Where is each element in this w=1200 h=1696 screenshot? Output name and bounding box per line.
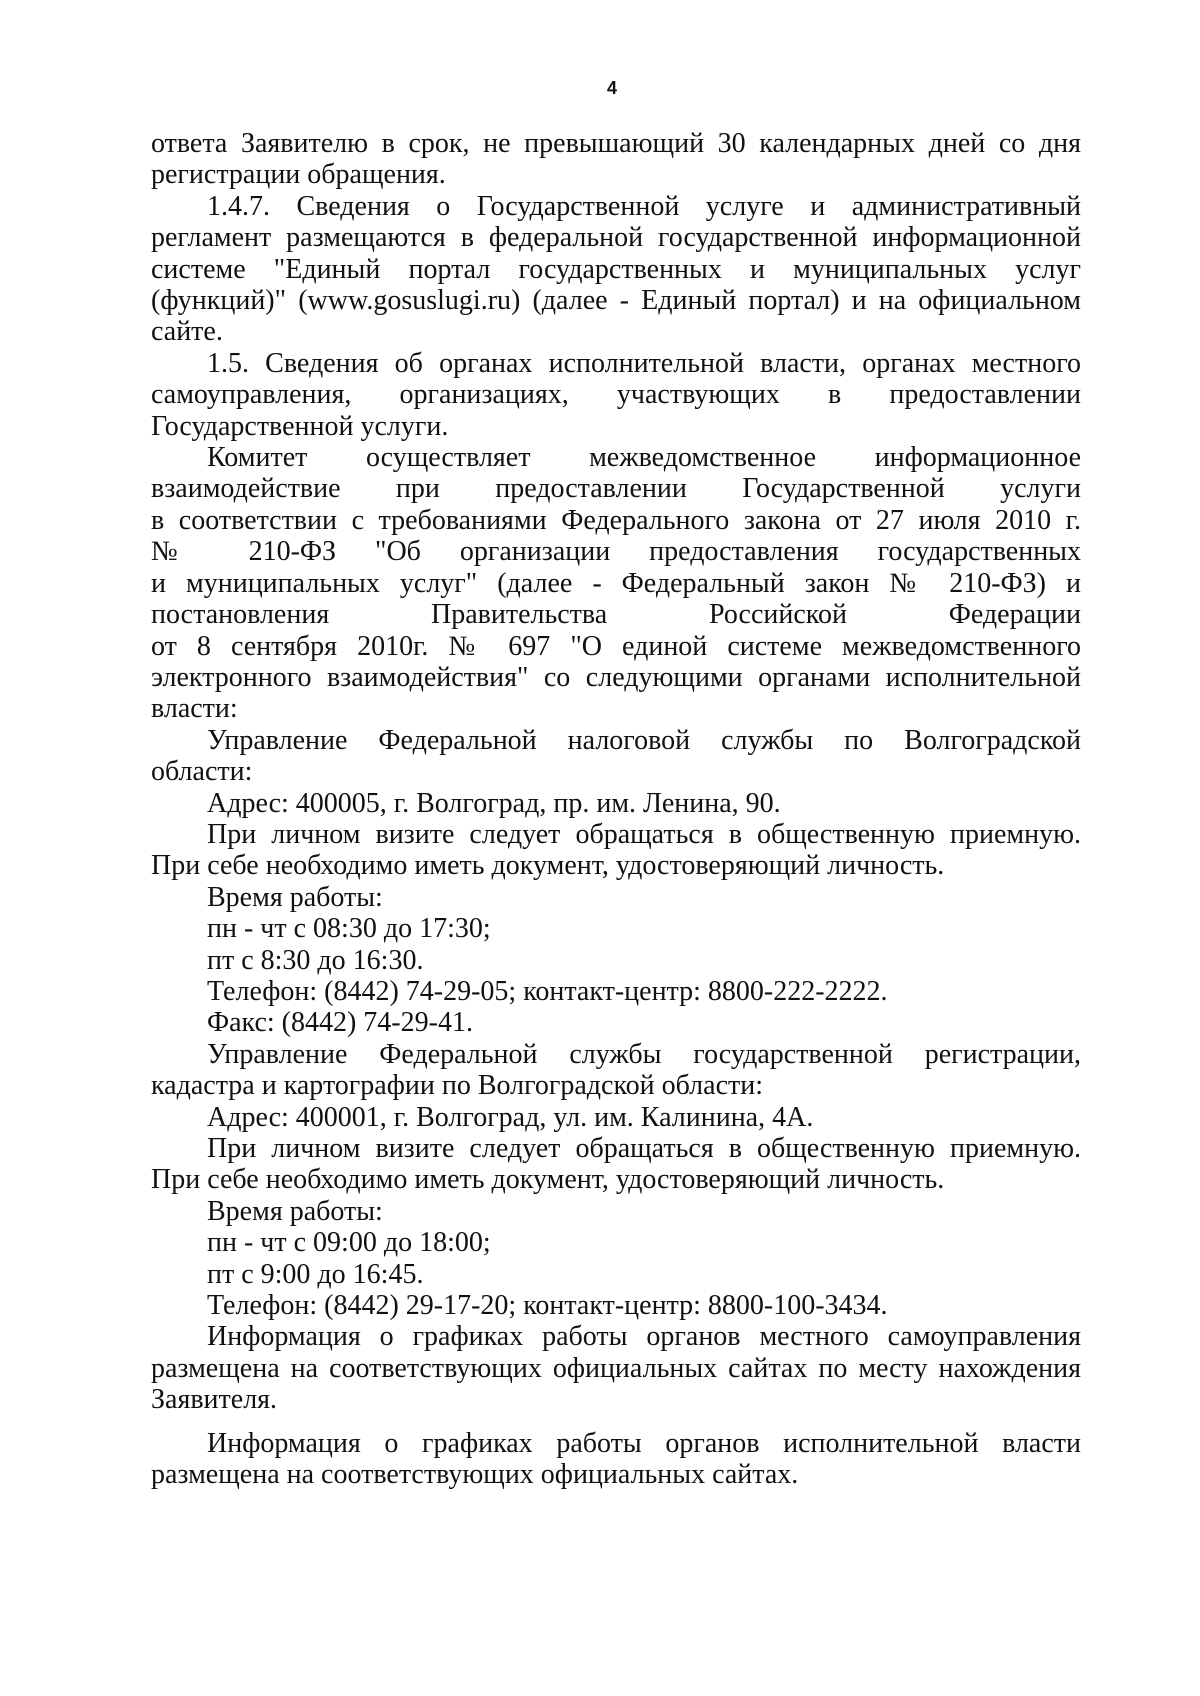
paragraph-rosreestr-hours-mon-thu xyxy=(151,1227,1081,1258)
paragraph-tax-fax xyxy=(151,1007,1081,1038)
text-line: пт с 9:00 до 16:45. xyxy=(207,1258,424,1290)
paragraph-tax-hours-title xyxy=(151,882,1081,913)
paragraph-executive-info xyxy=(151,1428,1081,1491)
text-line: Адрес: 400001, г. Волгоград, ул. им. Калинина, 4А. xyxy=(207,1101,814,1133)
text-line: кадастра и картографии по Волгоградской области: xyxy=(151,1070,764,1102)
text-line: (функций)" (www.gosuslugi.ru) (далее - Единый портал) и на официальном xyxy=(151,285,1081,317)
text-line: Время работы: xyxy=(207,1195,383,1227)
paragraph-tax-service xyxy=(151,725,1081,788)
text-line: 1.5. Сведения об органах исполнительной власти, органах местного xyxy=(207,347,1081,379)
paragraph-rosreestr-phone xyxy=(151,1290,1081,1321)
text-line: Управление Федеральной службы государственной регистрации, xyxy=(207,1038,1081,1070)
text-line: Управление Федеральной налоговой службы по Волгоградской xyxy=(207,724,1081,756)
paragraph-tax-phone xyxy=(151,976,1081,1007)
text-line: от 8 сентября 2010г. № 697 "О единой системе межведомственного xyxy=(151,630,1081,662)
paragraph-rosreestr-address xyxy=(151,1102,1081,1133)
text-line: сайте. xyxy=(151,316,223,348)
paragraph-tax-address xyxy=(151,788,1081,819)
text-line: № 210-ФЗ "Об организации предоставления государственных xyxy=(151,536,1081,568)
text-line: пт с 8:30 до 16:30. xyxy=(207,944,424,976)
paragraph-tax-hours-mon-thu xyxy=(151,913,1081,944)
paragraph-1-4-7 xyxy=(151,191,1081,348)
text-line: электронного взаимодействия" со следующими органами исполнительной xyxy=(151,661,1081,693)
text-line: регламент размещаются в федеральной государственной информационной xyxy=(151,222,1081,254)
paragraph-rosreestr-visit xyxy=(151,1133,1081,1196)
text-line: Телефон: (8442) 74-29-05; контакт-центр: 8800-222-2222. xyxy=(207,975,888,1007)
paragraph-local-gov-info xyxy=(151,1321,1081,1415)
text-line: ответа Заявителю в срок, не превышающий 30 календарных дней со дня xyxy=(151,128,1081,159)
text-line: Телефон: (8442) 29-17-20; контакт-центр: 8800-100-3434. xyxy=(207,1290,888,1322)
text-line: Факс: (8442) 74-29-41. xyxy=(207,1007,473,1039)
text-line: Комитет осуществляет межведомственное информационное xyxy=(207,442,1081,474)
text-line: 1.4.7. Сведения о Государственной услуге и административный xyxy=(207,190,1081,222)
text-line: Адрес: 400005, г. Волгоград, пр. им. Ленина, 90. xyxy=(207,787,781,819)
page-number: 4 xyxy=(606,78,617,98)
paragraph-committee-interaction xyxy=(151,442,1081,725)
text-line: власти: xyxy=(151,693,238,725)
text-line: Время работы: xyxy=(207,881,383,913)
text-line: самоуправления, организациях, участвующих в предоставлении xyxy=(151,379,1081,411)
document-body xyxy=(151,128,1081,1490)
paragraph-response-deadline xyxy=(151,128,1081,191)
text-line: При личном визите следует обращаться в общественную приемную. xyxy=(207,818,1081,850)
paragraph-rosreestr-hours-title xyxy=(151,1196,1081,1227)
text-line: Информация о графиках работы органов местного самоуправления xyxy=(207,1321,1081,1353)
text-line: области: xyxy=(151,756,253,788)
paragraph-rosreestr-hours-fri xyxy=(151,1259,1081,1290)
text-line: регистрации обращения. xyxy=(151,159,446,191)
paragraph-1-5 xyxy=(151,348,1081,442)
text-line: При личном визите следует обращаться в общественную приемную. xyxy=(207,1133,1081,1164)
paragraph-tax-hours-fri xyxy=(151,945,1081,976)
text-line: постановления Правительства Российской Федерации xyxy=(151,599,1081,631)
text-line: Заявителя. xyxy=(151,1384,278,1416)
paragraph-rosreestr xyxy=(151,1039,1081,1102)
text-line: Информация о графиках работы органов исполнительной власти xyxy=(207,1427,1081,1459)
text-line: размещена на соответствующих официальных сайтах. xyxy=(151,1459,799,1491)
paragraph-tax-visit xyxy=(151,819,1081,882)
text-line: пн - чт с 09:00 до 18:00; xyxy=(207,1227,491,1259)
text-line: в соответствии с требованиями Федерального закона от 27 июля 2010 г. xyxy=(151,504,1081,536)
text-line: При себе необходимо иметь документ, удостоверяющий личность. xyxy=(151,850,945,882)
text-line: системе "Единый портал государственных и муниципальных услуг xyxy=(151,253,1081,285)
text-line: При себе необходимо иметь документ, удостоверяющий личность. xyxy=(151,1164,945,1196)
text-line: Государственной услуги. xyxy=(151,410,449,442)
text-line: взаимодействие при предоставлении Государственной услуги xyxy=(151,473,1081,505)
text-line: размещена на соответствующих официальных сайтах по месту нахождения xyxy=(151,1352,1081,1384)
text-line: и муниципальных услуг" (далее - Федеральный закон № 210-ФЗ) и xyxy=(151,567,1081,599)
text-line: пн - чт с 08:30 до 17:30; xyxy=(207,913,491,945)
